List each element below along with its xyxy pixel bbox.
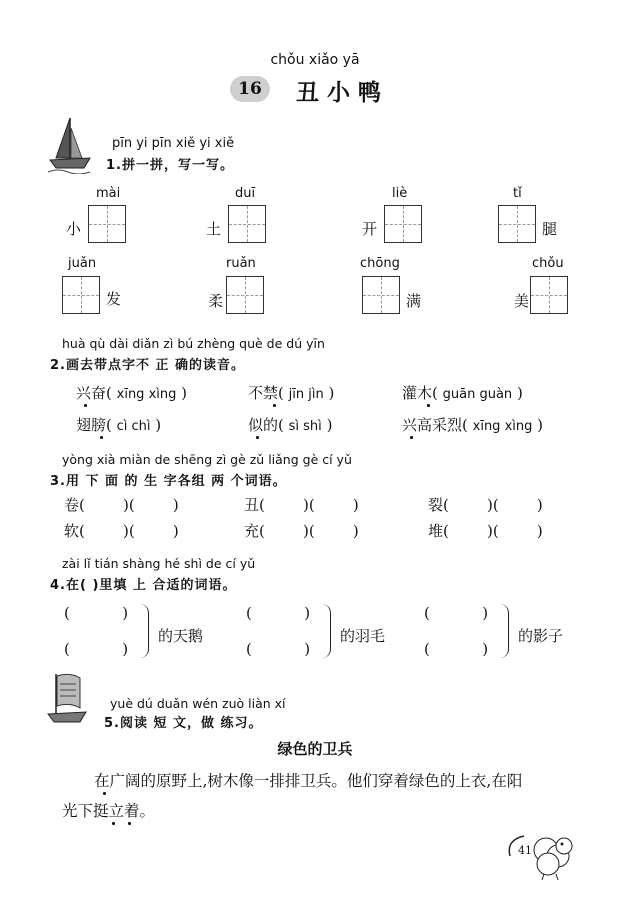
q1-r2-pinyin-1: juǎn xyxy=(68,256,97,271)
q1-r2-char-3: 满 xyxy=(406,292,422,310)
passage-line-2: 光下挺立着。 xyxy=(62,802,156,820)
q3-item-6: 堆( )( ) xyxy=(428,522,543,540)
q1-r1-pinyin-3: liè xyxy=(392,186,408,201)
q2-word-2: 不禁 xyxy=(248,384,279,402)
q3-char: 丑 xyxy=(244,496,260,514)
q2-options-2[interactable]: jīn jìn xyxy=(288,387,324,402)
q1-r1-pinyin-4: tǐ xyxy=(513,186,522,201)
q4-pinyin: zài lǐ tián shàng hé shì de cí yǔ xyxy=(62,556,256,571)
q3-item-2: 丑( )( ) xyxy=(244,496,359,514)
q3-instruction: 3.用 下 面 的 生 字各组 两 个词语。 xyxy=(50,474,287,489)
writing-box[interactable] xyxy=(384,205,422,243)
q2-item-2: 不禁( jīn jìn ) xyxy=(248,384,335,402)
q3-char: 卷 xyxy=(64,496,80,514)
lesson-title: 丑小鸭 xyxy=(296,79,389,106)
q1-r2-pinyin-2: ruǎn xyxy=(226,256,256,271)
q4-instruction: 4.在( )里填 上 合适的词语。 xyxy=(50,578,237,593)
q3-item-5: 充( )( ) xyxy=(244,522,359,540)
sailboat-icon xyxy=(46,114,94,174)
q1-r1-char-2: 土 xyxy=(206,220,222,238)
q4-blank[interactable]: ( ) xyxy=(64,640,129,658)
q2-options-1[interactable]: xīng xìng xyxy=(116,387,177,402)
brace xyxy=(140,604,149,658)
q3-pinyin: yòng xià miàn de shēng zì gè zǔ liǎng gè cí yǔ xyxy=(62,452,352,467)
q1-r1-char-4: 腿 xyxy=(542,220,558,238)
reading-title: 绿色的卫兵 xyxy=(277,740,353,758)
q2-word-1: 兴奋 xyxy=(76,384,107,402)
q4-blank[interactable]: ( ) xyxy=(424,604,489,622)
brace xyxy=(500,604,509,658)
q4-group-3-label: 的影子 xyxy=(518,627,564,645)
q1-r2-pinyin-3: chōng xyxy=(360,256,400,271)
lesson-title-row xyxy=(0,74,630,106)
q1-r2-char-1: 发 xyxy=(106,290,122,308)
q4-blank[interactable]: ( ) xyxy=(246,604,311,622)
q1-r2-char-2: 柔 xyxy=(208,292,224,310)
q2-options-4[interactable]: cì chì xyxy=(116,419,151,434)
scroll-boat-icon xyxy=(46,670,94,726)
emphasis-dot xyxy=(427,404,430,407)
q5-instruction: 5.阅读 短 文，做 练习。 xyxy=(104,716,263,731)
q4-blank[interactable]: ( ) xyxy=(64,604,129,622)
q2-word-5: 似的 xyxy=(248,416,279,434)
q3-item-4: 软( )( ) xyxy=(64,522,179,540)
q5-pinyin: yuè dú duǎn wén zuò liàn xí xyxy=(110,696,286,711)
brace xyxy=(322,604,331,658)
q2-item-6: 兴高采烈( xīng xìng ) xyxy=(402,416,543,434)
q1-r1-char-1: 小 xyxy=(66,220,82,238)
writing-box[interactable] xyxy=(498,205,536,243)
q3-item-3: 裂( )( ) xyxy=(428,496,543,514)
q4-group-2-label: 的羽毛 xyxy=(340,627,386,645)
writing-box[interactable] xyxy=(88,205,126,243)
q1-r1-pinyin-2: duī xyxy=(235,186,256,201)
q2-word-6: 兴高采烈 xyxy=(402,416,463,434)
q1-instruction: 1.拼一拼，写一写。 xyxy=(106,158,234,173)
q2-word-3: 灌木 xyxy=(402,384,433,402)
writing-box[interactable] xyxy=(226,276,264,314)
q4-blank[interactable]: ( ) xyxy=(246,640,311,658)
q2-options-5[interactable]: sì shì xyxy=(288,419,322,434)
q1-r2-char-4: 美 xyxy=(514,292,530,310)
writing-box[interactable] xyxy=(62,276,100,314)
q1-pinyin: pīn yi pīn xiě yi xiě xyxy=(112,136,235,151)
q3-char: 裂 xyxy=(428,496,444,514)
q1-r1-pinyin-1: mài xyxy=(96,186,121,201)
emphasis-dot xyxy=(84,404,87,407)
page-number: 41 xyxy=(518,844,532,857)
q2-item-5: 似的( sì shì ) xyxy=(248,416,333,434)
q2-item-3: 灌木( guān guàn ) xyxy=(402,384,523,402)
q4-blank[interactable]: ( ) xyxy=(424,640,489,658)
q1-r1-char-3: 开 xyxy=(362,220,378,238)
emphasis-dot xyxy=(128,822,131,825)
q2-options-6[interactable]: xīng xìng xyxy=(472,419,533,434)
q2-instruction: 2.画去带点字不 正 确的读音。 xyxy=(50,358,246,373)
q3-item-1: 卷( )( ) xyxy=(64,496,179,514)
writing-box[interactable] xyxy=(362,276,400,314)
q2-item-4: 翅膀( cì chì ) xyxy=(76,416,162,434)
q2-pinyin: huà qù dài diǎn zì bú zhèng què de dú yīn xyxy=(62,336,325,351)
q3-char: 堆 xyxy=(428,522,444,540)
q2-word-4: 翅膀 xyxy=(76,416,107,434)
q2-options-3[interactable]: guān guàn xyxy=(442,387,513,402)
writing-box[interactable] xyxy=(228,205,266,243)
emphasis-dot xyxy=(273,404,276,407)
emphasis-dot xyxy=(100,436,103,439)
writing-box[interactable] xyxy=(530,276,568,314)
lamb-icon xyxy=(502,826,582,882)
q1-r2-pinyin-4: chǒu xyxy=(532,256,564,271)
emphasis-dot xyxy=(410,436,413,439)
emphasis-dot xyxy=(256,436,259,439)
q2-item-1: 兴奋( xīng xìng ) xyxy=(76,384,187,402)
q4-group-1-label: 的天鹅 xyxy=(158,627,204,645)
q3-char: 充 xyxy=(244,522,260,540)
passage-line-1: 在广阔的原野上,树木像一排排卫兵。他们穿着绿色的上衣,在阳 xyxy=(94,772,523,790)
lesson-title-pinyin: chǒu xiǎo yā xyxy=(270,52,360,68)
q3-char: 软 xyxy=(64,522,80,540)
emphasis-dot xyxy=(112,822,115,825)
lesson-number-badge: 16 xyxy=(230,76,270,102)
emphasis-dot xyxy=(103,792,106,795)
